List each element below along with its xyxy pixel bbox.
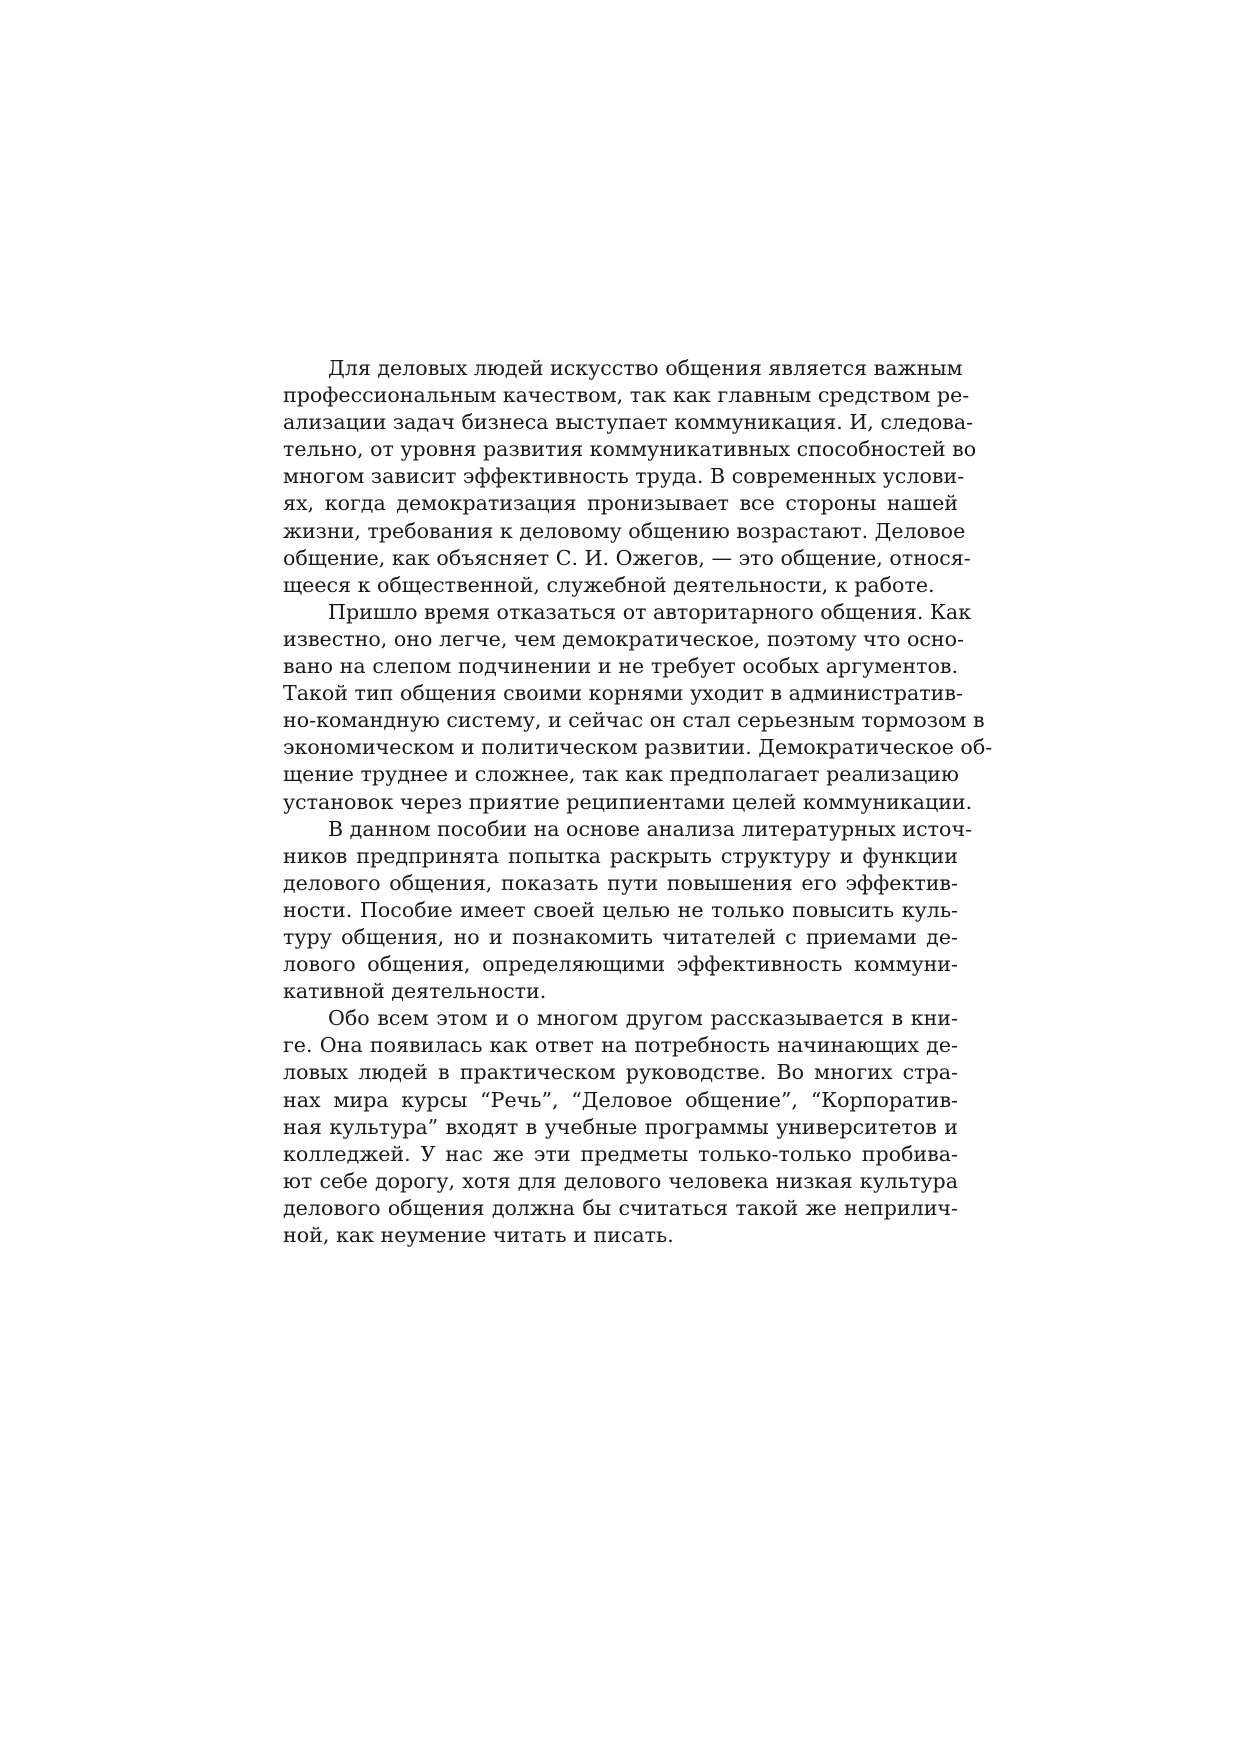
paragraph-1 (283, 355, 977, 599)
text-line: делового общения, показать пути повышения его эффектив- (283, 870, 958, 895)
text-line: жизни, требования к деловому общению возрастают. Деловое (283, 518, 966, 543)
text-line: ют себе дорогу, хотя для делового человека низкая культура (283, 1168, 958, 1193)
text-line: известно, оно легче, чем демократическое, поэтому что осно- (283, 626, 964, 651)
text-line: ге. Она появилась как ответ на потребность начинающих де- (283, 1033, 958, 1058)
text-line: Обо всем этом и о многом другом рассказывается в кни- (328, 1006, 958, 1031)
paragraph-3 (283, 816, 973, 1006)
text-line: делового общения должна бы считаться такой же неприлич- (283, 1195, 958, 1220)
text-line: кативной деятельности. (283, 979, 547, 1004)
text-line: лового общения, определяющими эффективность коммуни- (283, 952, 958, 977)
text-line: Такой тип общения своими корнями уходит в административ- (283, 681, 963, 706)
text-line: установок через приятие реципиентами целей коммуникации. (283, 789, 973, 814)
text-line: ной, как неумение читать и писать. (283, 1223, 674, 1247)
text-line: щееся к общественной, служебной деятельности, к работе. (283, 572, 935, 597)
text-line: профессиональным качеством, так как главным средством ре- (283, 383, 970, 408)
text-line: нах мира курсы “Речь”, “Деловое общение”, “Корпоратив- (283, 1087, 958, 1112)
text-line: туру общения, но и познакомить читателей с приемами де- (283, 924, 958, 949)
text-line: колледжей. У нас же эти предметы только-только пробива- (283, 1141, 958, 1166)
text-line: ная культура” входят в учебные программы университетов и (283, 1114, 958, 1139)
text-line: ализации задач бизнеса выступает коммуникация. И, следова- (283, 410, 974, 435)
text-line: вано на слепом подчинении и не требует особых аргументов. (283, 654, 958, 679)
text-line: Пришло время отказаться от авторитарного общения. Как (328, 599, 972, 624)
text-line: многом зависит эффективность труда. В современных услови- (283, 464, 965, 489)
text-line: экономическом и политическом развитии. Демократическое об- (283, 735, 993, 760)
text-line: общение, как объясняет С. И. Ожегов, — это общение, относя- (283, 545, 971, 570)
paragraph-4 (283, 1005, 958, 1249)
paragraph-2 (283, 599, 993, 816)
text-line: ности. Пособие имеет своей целью не только повысить куль- (283, 897, 958, 922)
text-line: но-командную систему, и сейчас он стал серьезным тормозом в (283, 708, 985, 733)
text-line: щение труднее и сложнее, так как предполагает реализацию (283, 762, 959, 787)
text-line: тельно, от уровня развития коммуникативных способностей во (283, 437, 977, 462)
body-text (283, 355, 993, 1249)
text-line: ях, когда демократизация пронизывает все стороны нашей (283, 491, 958, 516)
text-line: В данном пособии на основе анализа литературных источ- (328, 816, 973, 841)
text-line: Для деловых людей искусство общения является важным (328, 356, 963, 380)
text-line: ников предпринята попытка раскрыть структуру и функции (283, 843, 958, 868)
text-line: ловых людей в практическом руководстве. Во многих стра- (283, 1060, 958, 1085)
